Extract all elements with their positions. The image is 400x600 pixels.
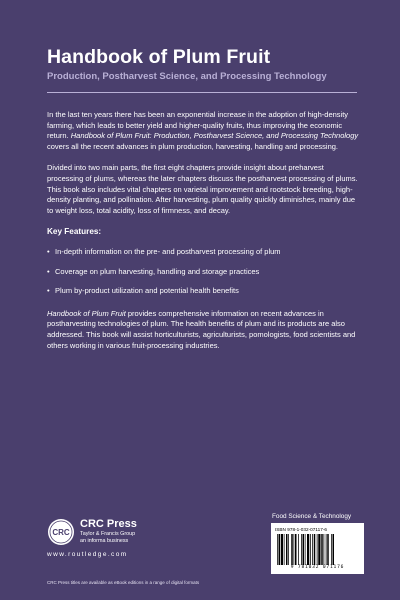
publisher-group-line: Taylor & Francis Group [80, 531, 136, 537]
book-title: Handbook of Plum Fruit [47, 46, 271, 68]
website-url[interactable]: www.routledge.com [47, 551, 128, 558]
p1-text: In the last ten years there has been an exponential increase in the adoption of high-density farming, which leads to better yield and higher-quality fruits, thus improving the economic return. [47, 110, 349, 141]
crc-press-logo-icon [47, 518, 75, 546]
feature-text: In-depth information on the pre- and postharvest processing of plum [55, 246, 281, 256]
subject-category: Food Science & Technology [272, 513, 352, 520]
feature-item [47, 286, 359, 297]
publisher-tagline: an informa business [80, 538, 129, 544]
logo-text: CRC [52, 527, 70, 537]
key-features-heading: Key Features: [47, 227, 102, 237]
title-divider [47, 92, 357, 93]
bullet-icon: • [47, 246, 50, 256]
description-body [47, 110, 359, 362]
publisher-group [80, 531, 135, 545]
isbn-label: ISBN 978-1-032-07117-6 [275, 527, 328, 532]
barcode-icon [277, 534, 358, 565]
ean-number: 9 781032 071176 [290, 565, 345, 570]
book-subtitle: Production, Postharvest Science, and Processing Technology [47, 71, 327, 82]
feature-item [47, 247, 359, 258]
description-paragraph-3 [47, 309, 359, 351]
feature-text: Coverage on plum harvesting, handling and storage practices [55, 266, 260, 276]
description-paragraph-2: Divided into two main parts, the first eight chapters provide insight about preharvest processing of plums, whereas the later chapters discuss the postharvest processing of plums. This book also includes vital chapters on varietal improvement and rootstock breeding, high-density planting, and pollination. After harvesting, plum quality quickly diminishes, mainly due to weight loss, total acidity, loss of firmness, and decay. [47, 163, 358, 215]
p1-end: covers all the recent advances in plum production, harvesting, handling and processing. [47, 141, 339, 151]
feature-item [47, 267, 359, 278]
ebook-note: CRC Press titles are available as eBook editions in a range of digital formats [47, 580, 200, 585]
p3-end: provides comprehensive information on recent advances in postharvesting technologies of plum. The health benefits of plum and its products are also addressed. This book will assist horticulturists, agriculturists, pomologists, food scientists and others working in various fruit-processing industries. [47, 308, 356, 350]
feature-text: Plum by-product utilization and potential health benefits [55, 286, 239, 296]
description-paragraph-1 [47, 110, 359, 152]
bullet-icon: • [47, 286, 50, 296]
bullet-icon: • [47, 266, 50, 276]
publisher-name: CRC Press [80, 518, 137, 530]
p1-book-title: Handbook of Plum Fruit: Production, Postharvest Science, and Processing Technology [70, 131, 359, 141]
p3-book-title: Handbook of Plum Fruit [47, 308, 126, 318]
barcode-panel [271, 523, 364, 574]
